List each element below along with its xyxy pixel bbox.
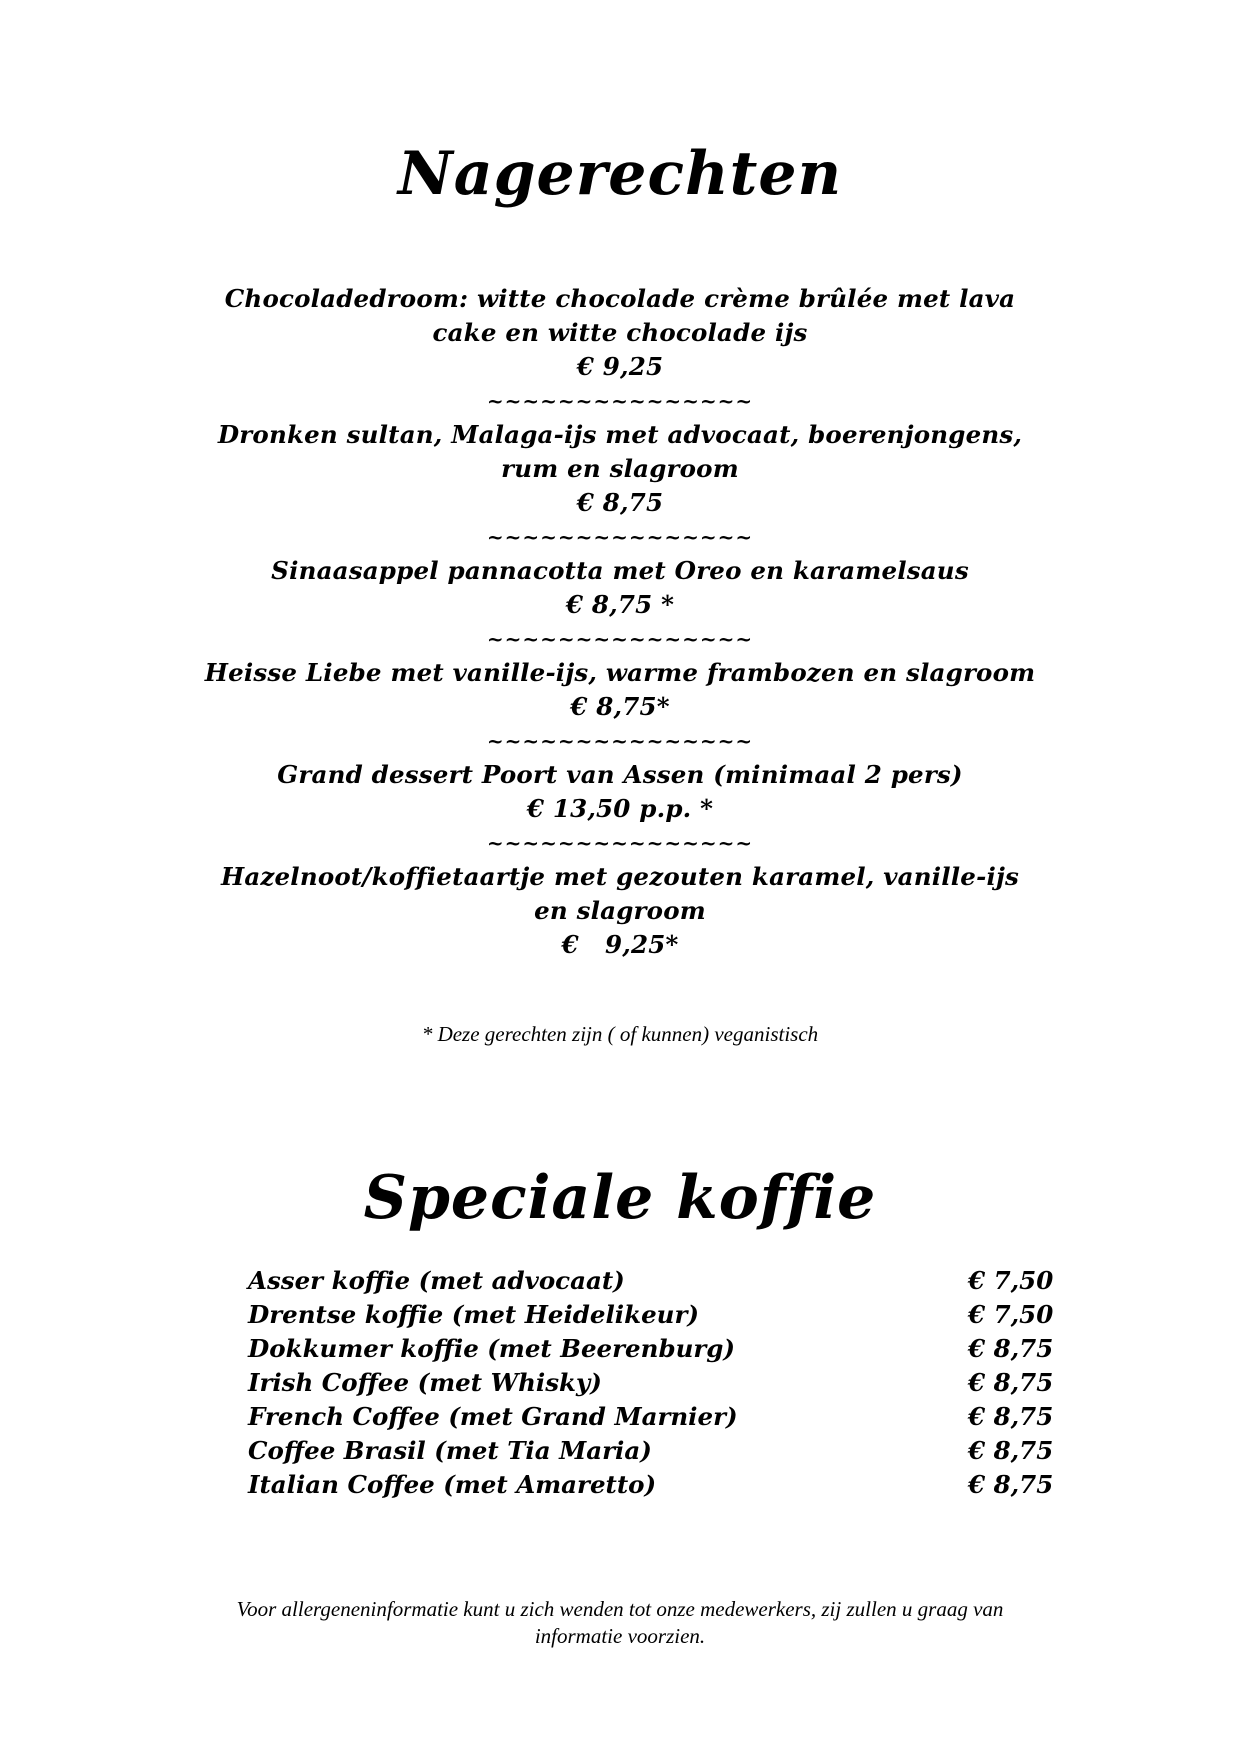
desserts-title: Nagerechten xyxy=(397,139,843,209)
coffee-row xyxy=(248,1366,1078,1400)
vegan-note: * Deze gerechten zijn ( of kunnen) veganistisch xyxy=(421,1022,819,1046)
dessert-item xyxy=(100,656,1140,724)
coffee-name: Italian Coffee (met Amaretto) xyxy=(248,1470,657,1499)
desserts-list xyxy=(100,282,1140,962)
divider: ~~~~~~~~~~~~~~~ xyxy=(486,389,754,413)
coffee-price: € 8,75 xyxy=(968,1470,1054,1499)
dessert-price: € 9,25* xyxy=(561,930,679,959)
coffee-row xyxy=(248,1468,1078,1502)
dessert-item xyxy=(100,554,1140,622)
dessert-price: € 8,75* xyxy=(570,692,670,721)
coffee-price: € 8,75 xyxy=(968,1334,1054,1363)
dessert-description: cake en witte chocolade ijs xyxy=(432,318,808,347)
coffee-title: Speciale koffie xyxy=(363,1163,877,1233)
dessert-item xyxy=(100,418,1140,520)
coffee-row xyxy=(248,1332,1078,1366)
coffee-name: Dokkumer koffie (met Beerenburg) xyxy=(248,1334,736,1363)
dessert-item xyxy=(100,860,1140,962)
footer-line: Voor allergeneninformatie kunt u zich wenden tot onze medewerkers, zij zullen u graag van xyxy=(236,1597,1004,1621)
coffee-price: € 8,75 xyxy=(968,1436,1054,1465)
dessert-description: Chocoladedroom: witte chocolade crème brûlée met lava xyxy=(224,284,1016,313)
dessert-description: Dronken sultan, Malaga-ijs met advocaat, boerenjongens, xyxy=(217,420,1023,449)
coffee-price: € 8,75 xyxy=(968,1368,1054,1397)
coffee-name: Coffee Brasil (met Tia Maria) xyxy=(248,1436,652,1465)
coffee-list xyxy=(248,1264,1078,1502)
coffee-price: € 7,50 xyxy=(968,1266,1054,1295)
coffee-row xyxy=(248,1264,1078,1298)
dessert-price: € 8,75 * xyxy=(565,590,675,619)
divider: ~~~~~~~~~~~~~~~ xyxy=(486,525,754,549)
coffee-row xyxy=(248,1298,1078,1332)
dessert-item xyxy=(100,758,1140,826)
dessert-description: Sinaasappel pannacotta met Oreo en karamelsaus xyxy=(271,556,969,585)
dessert-item xyxy=(100,282,1140,384)
dessert-description: rum en slagroom xyxy=(501,454,739,483)
dessert-price: € 13,50 p.p. * xyxy=(526,794,714,823)
coffee-price: € 8,75 xyxy=(968,1402,1054,1431)
footer-line: informatie voorzien. xyxy=(534,1624,706,1648)
divider: ~~~~~~~~~~~~~~~ xyxy=(486,729,754,753)
coffee-price: € 7,50 xyxy=(968,1300,1054,1329)
coffee-name: French Coffee (met Grand Marnier) xyxy=(248,1402,738,1431)
coffee-name: Drentse koffie (met Heidelikeur) xyxy=(248,1300,699,1329)
dessert-price: € 8,75 xyxy=(576,488,664,517)
dessert-description: Grand dessert Poort van Assen (minimaal 2 pers) xyxy=(277,760,963,789)
coffee-name: Asser koffie (met advocaat) xyxy=(248,1266,625,1295)
dessert-description: Heisse Liebe met vanille-ijs, warme frambozen en slagroom xyxy=(204,658,1036,687)
dessert-description: Hazelnoot/koffietaartje met gezouten karamel, vanille-ijs xyxy=(220,862,1020,891)
coffee-row xyxy=(248,1434,1078,1468)
allergen-footer xyxy=(150,1596,1090,1650)
divider: ~~~~~~~~~~~~~~~ xyxy=(486,831,754,855)
coffee-name: Irish Coffee (met Whisky) xyxy=(248,1368,602,1397)
divider: ~~~~~~~~~~~~~~~ xyxy=(486,627,754,651)
dessert-description: en slagroom xyxy=(534,896,706,925)
dessert-price: € 9,25 xyxy=(576,352,664,381)
coffee-row xyxy=(248,1400,1078,1434)
